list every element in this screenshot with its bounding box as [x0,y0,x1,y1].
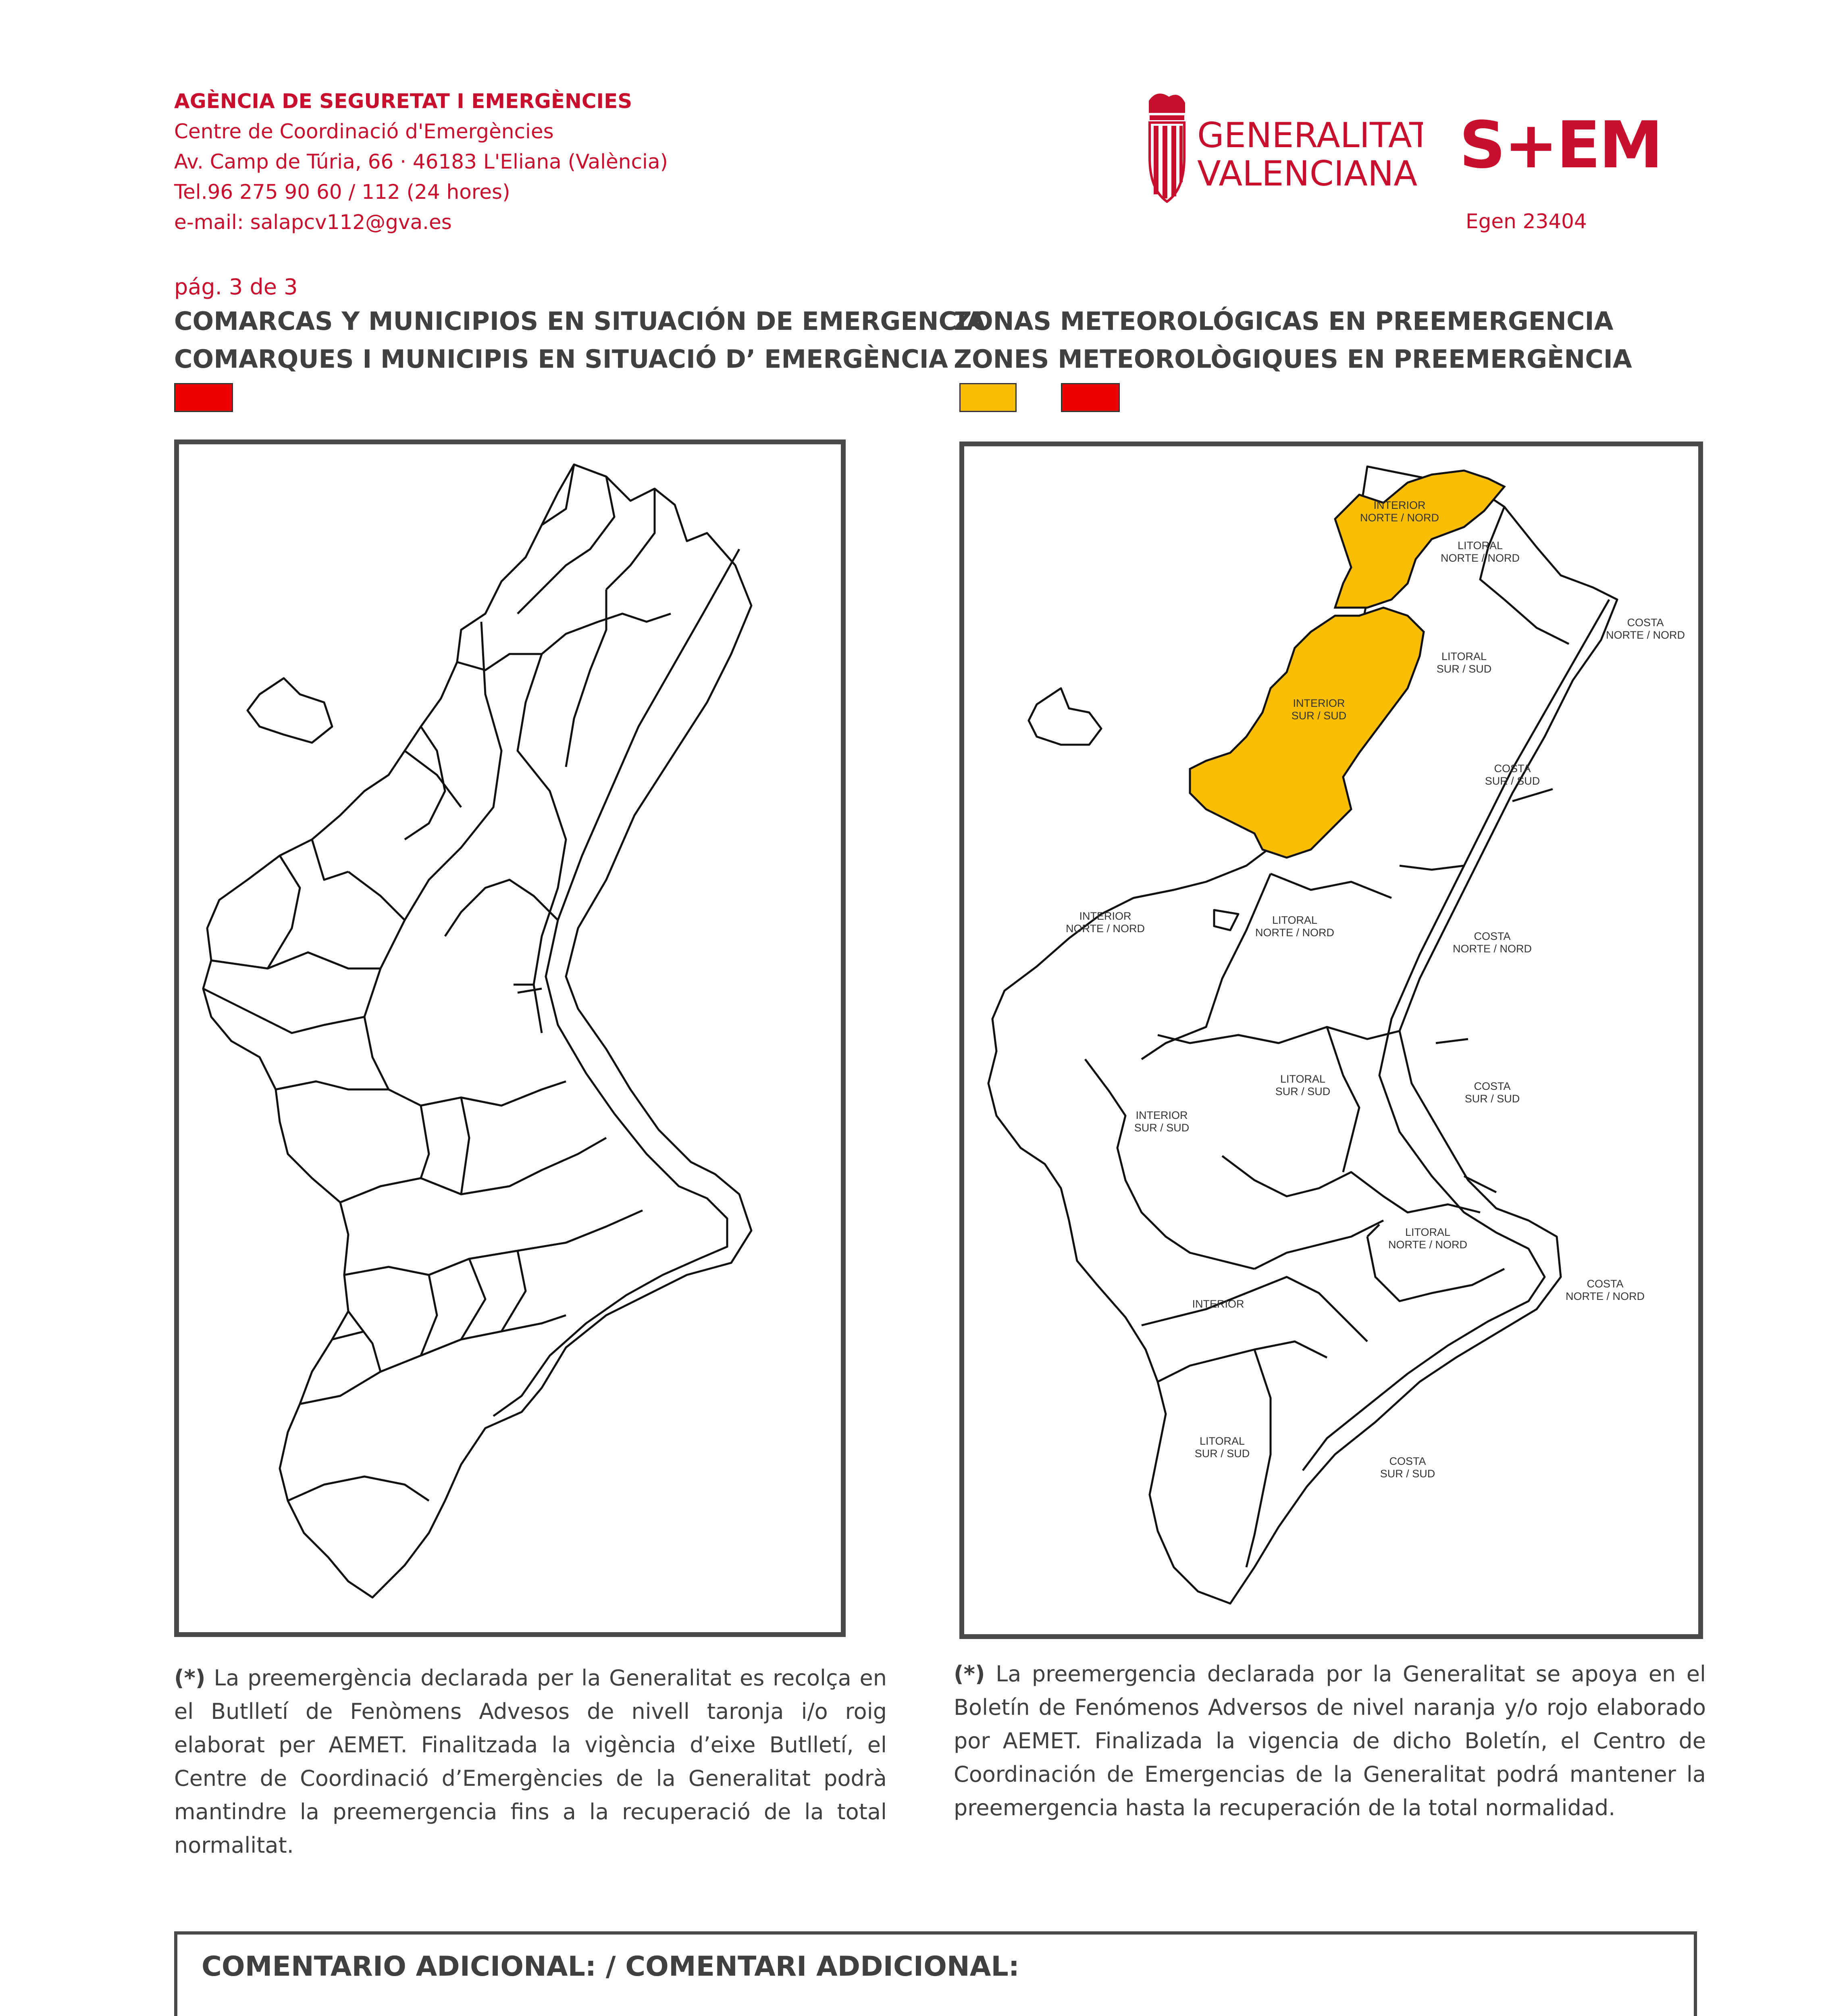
page-number: pág. 3 de 3 [174,274,298,300]
svg-text:SUR / SUD: SUR / SUD [1134,1122,1190,1134]
generalitat-valenciana-logo [1141,89,1423,206]
svg-text:COSTA: COSTA [1587,1278,1624,1290]
svg-text:SUR / SUD: SUR / SUD [1275,1085,1331,1098]
note-valencian [174,1661,887,1862]
logo-gva-line1: GENERALITAT [1197,115,1423,156]
svg-text:NORTE / NORD: NORTE / NORD [1255,927,1335,939]
svg-text:NORTE / NORD: NORTE / NORD [1606,629,1685,641]
svg-text:COSTA: COSTA [1494,762,1531,775]
svg-text:INTERIOR: INTERIOR [1079,910,1131,922]
svg-text:NORTE / NORD: NORTE / NORD [1440,552,1520,564]
svg-text:SUR / SUD: SUR / SUD [1436,663,1492,675]
svg-text:INTERIOR: INTERIOR [1373,499,1426,511]
agency-name: AGÈNCIA DE SEGURETAT I EMERGÈNCIES [174,90,632,113]
svg-text:COSTA: COSTA [1389,1455,1426,1467]
interior-sur-zone-active [1190,608,1424,858]
coast-strip [493,549,739,1416]
right-title-va: ZONES METEOROLÒGIQUES EN PREEMERGÈNCIA [954,344,1632,374]
svg-text:NORTE / NORD: NORTE / NORD [1452,943,1532,955]
comment-title: COMENTARIO ADICIONAL: / COMENTARI ADDICIONAL: [202,1951,1019,1983]
left-title-va: COMARQUES I MUNICIPIS EN SITUACIÓ D’ EMERGÈNCIA [174,344,948,374]
svg-text:SUR / SUD: SUR / SUD [1485,775,1540,787]
coordination-center: Centre de Coordinació d'Emergències [174,120,554,143]
coat-of-arms-icon [1149,94,1185,202]
additional-comment-box[interactable] [174,1931,1697,2016]
logo-gva-line2: VALENCIANA [1197,154,1418,194]
note-spanish [954,1657,1706,1824]
left-title-es: COMARCAS Y MUNICIPIOS EN SITUACIÓN DE EMERGENCIA [174,306,986,336]
legend-orange-swatch [959,383,1017,412]
svg-text:SUR / SUD: SUR / SUD [1380,1468,1435,1480]
svg-text:INTERIOR: INTERIOR [1293,697,1345,709]
svg-text:NORTE / NORD: NORTE / NORD [1065,923,1145,935]
note-text: La preemergencia declarada por la Generalitat se apoya en el Boletín de Fenómenos Adversos de nivel naranja y/o rojo elaborado por AEMET. Finalizada la vigencia de dicho Boletín, el Centro de Coordinación de Emergencias de la Generalitat podrá mantener la preemergencia hasta la recuperación de la total normalidad. [954,1661,1706,1820]
note-text: La preemergència declarada per la Generalitat es recolça en el Butlletí de Fenòmens Advesos de nivell taronja i/o roig elaborat per AEMET. Finalitzada la vigència d’eixe Butlletí, el Centre de Coordinació d’Emergències de la Generalitat podrà mantindre la preemergencia fins a la recuperació de la total normalitat. [174,1665,887,1858]
svg-text:COSTA: COSTA [1474,1080,1511,1092]
svg-text:LITORAL: LITORAL [1441,650,1487,662]
svg-text:INTERIOR: INTERIOR [1136,1109,1188,1121]
interior-norte-zone-active [1335,471,1504,608]
svg-text:COSTA: COSTA [1474,930,1511,942]
svg-text:SUR / SUD: SUR / SUD [1194,1447,1250,1460]
svg-text:LITORAL: LITORAL [1272,914,1318,926]
note-marker: (*) [954,1661,985,1687]
sem-logo: S+EM [1459,107,1662,183]
document-code: Egen 23404 [1466,210,1587,233]
svg-text:LITORAL: LITORAL [1457,539,1503,552]
svg-text:LITORAL: LITORAL [1280,1073,1326,1085]
svg-text:NORTE / NORD: NORTE / NORD [1388,1239,1468,1251]
svg-text:LITORAL: LITORAL [1199,1435,1245,1447]
legend-red-swatch [174,383,233,412]
svg-text:COSTA: COSTA [1627,616,1664,629]
agency-header [174,86,668,237]
zonas-meteorologicas-map [959,442,1703,1639]
agency-email[interactable]: e-mail: salapcv112@gva.es [174,210,452,234]
note-marker: (*) [174,1665,206,1691]
svg-text:LITORAL: LITORAL [1405,1226,1451,1238]
svg-text:NORTE / NORD: NORTE / NORD [1565,1290,1645,1302]
svg-text:NORTE / NORD: NORTE / NORD [1360,512,1439,524]
agency-address: Av. Camp de Túria, 66 · 46183 L'Eliana (València) [174,150,668,173]
comunitat-outline [203,464,751,1597]
comarcas-map [174,439,846,1637]
legend-red-swatch-2 [1061,383,1120,412]
rincon-de-ademuz [247,678,332,743]
right-title-es: ZONAS METEOROLÓGICAS EN PREEMERGENCIA [954,306,1614,336]
svg-text:SUR / SUD: SUR / SUD [1291,710,1347,722]
svg-text:INTERIOR: INTERIOR [1192,1298,1244,1310]
svg-text:SUR / SUD: SUR / SUD [1464,1093,1520,1105]
agency-phone: Tel.96 275 90 60 / 112 (24 hores) [174,180,510,204]
